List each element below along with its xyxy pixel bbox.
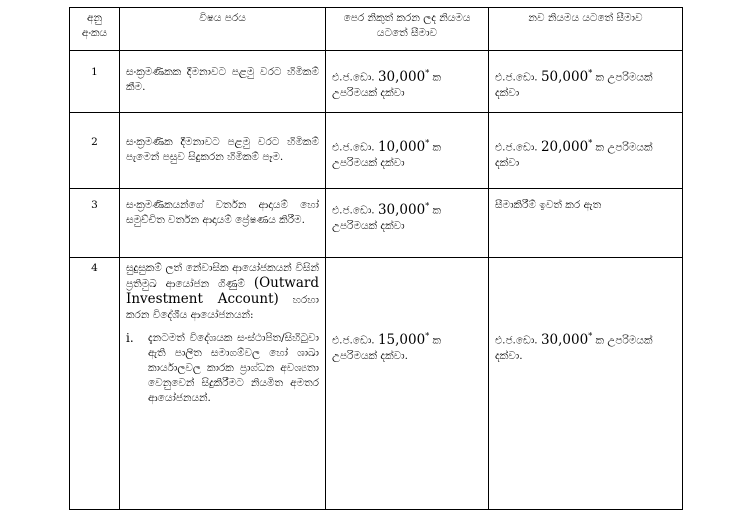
amount-value: 15,000 xyxy=(377,331,426,348)
limit-amount xyxy=(378,139,429,155)
header-row xyxy=(70,8,683,51)
row-topic xyxy=(120,258,326,510)
sub-item xyxy=(126,331,319,406)
topic-intro xyxy=(126,261,319,323)
limit-amount xyxy=(378,69,429,85)
header-no: අනු අංකය xyxy=(70,8,120,51)
new-limit-cell xyxy=(489,113,683,189)
row-topic: සංක්‍රමණික දීමනාවට පළමු වරට හිමිකම් පැමෙන් පසුව සිදුකරන හිමිකම් පෑම. xyxy=(120,113,326,189)
limit-amount xyxy=(541,332,592,348)
amount-value: 50,000 xyxy=(540,68,589,85)
new-limit-cell xyxy=(489,51,683,113)
row-topic: සංක්‍රමණිකක දීමනාවට පළමු වරට හිමිකම් කීම. xyxy=(120,51,326,113)
limit-suffix: ක උපරිමයක් දක්වා xyxy=(495,71,653,99)
table-row xyxy=(70,258,683,510)
row-number: 4 xyxy=(70,258,120,510)
header-new-limit: නව නියමය යටතේ සීමාව xyxy=(489,8,683,51)
limit-suffix: ක උපරිමයක් දක්වා xyxy=(332,71,442,99)
new-limit-cell: සීමාකිරීම් ඉවත් කර ඇත xyxy=(489,189,683,258)
currency-label: එ.ජ.ඩො. xyxy=(332,334,378,347)
amount-value: 20,000 xyxy=(540,138,589,155)
currency-label: එ.ජ.ඩො. xyxy=(332,141,378,154)
account-name-english: (Outward Investment Account) xyxy=(126,275,319,307)
old-limit-cell xyxy=(326,258,489,510)
sub-item-text: දැනටමත් විදේශයක සංස්ථාපිත/සිහිටුවා ඇති පාලිත සමාගම්වල හෝ ශාඛා කාර්යාලවල කාරක ප්‍රාග්ධන අවශ්‍යතා වෙනුවෙන් සිදුකිරීමට නියමිත අමතර ආයෝජනයන්. xyxy=(148,332,319,404)
table-row xyxy=(70,189,683,258)
footnote-mark: * xyxy=(588,331,593,340)
old-limit-cell xyxy=(326,51,489,113)
limit-amount xyxy=(541,69,592,85)
amount-value: 30,000 xyxy=(377,68,426,85)
footnote-mark: * xyxy=(425,68,430,77)
row-number: 1 xyxy=(70,51,120,113)
old-limit-cell xyxy=(326,113,489,189)
limit-suffix: ක උපරිමයක් දක්වා xyxy=(332,204,442,232)
currency-label: එ.ජ.ඩො. xyxy=(495,71,541,84)
limit-amount xyxy=(378,202,429,218)
old-limit-cell xyxy=(326,189,489,258)
amount-value: 30,000 xyxy=(540,331,589,348)
amount-value: 10,000 xyxy=(377,138,426,155)
new-limit-cell xyxy=(489,258,683,510)
row-topic: සංක්‍රමණිකයන්ගේ වර්තන ආදායම් හෝ සමුච්චිත වර්තන ආදායම් ප්‍රේෂණය කිරීම. xyxy=(120,189,326,258)
topic-intro-end: හරහා කරන විදේශීය ආයෝජනයන්: xyxy=(126,294,319,321)
table-row xyxy=(70,51,683,113)
footnote-mark: * xyxy=(588,68,593,77)
header-old-limit: පෙර නිකුත් කරන ලද නියමය යටතේ සීමාව xyxy=(326,8,489,51)
footnote-mark: * xyxy=(425,331,430,340)
limit-suffix: ක උපරිමයක් දක්වා xyxy=(495,141,653,169)
header-topic: විෂය පරය xyxy=(120,8,326,51)
currency-label: එ.ජ.ඩො. xyxy=(495,334,541,347)
footnote-mark: * xyxy=(425,138,430,147)
topic-intro-text: සුදුසුකම් ලත් නේවාසික ආයෝජකයන් විසින් ප්‍රතිමුඛ ආයෝජන ගිණුම් xyxy=(126,262,319,290)
amount-value: 30,000 xyxy=(377,201,426,218)
limits-table xyxy=(69,7,683,510)
limit-suffix: ක උපරිමයක් දක්වා. xyxy=(495,334,653,362)
footnote-mark: * xyxy=(425,201,430,210)
limit-suffix: ක උපරිමයක් දක්වා. xyxy=(332,334,442,362)
currency-label: එ.ජ.ඩො. xyxy=(332,204,378,217)
row-number: 3 xyxy=(70,189,120,258)
limit-amount xyxy=(378,332,429,348)
footnote-mark: * xyxy=(588,138,593,147)
limit-suffix: ක උපරිමයක් දක්වා xyxy=(332,141,442,169)
currency-label: එ.ජ.ඩො. xyxy=(332,71,378,84)
limit-amount xyxy=(541,139,592,155)
sub-item-label: i. xyxy=(126,331,134,345)
table-row xyxy=(70,113,683,189)
currency-label: එ.ජ.ඩො. xyxy=(495,141,541,154)
row-number: 2 xyxy=(70,113,120,189)
